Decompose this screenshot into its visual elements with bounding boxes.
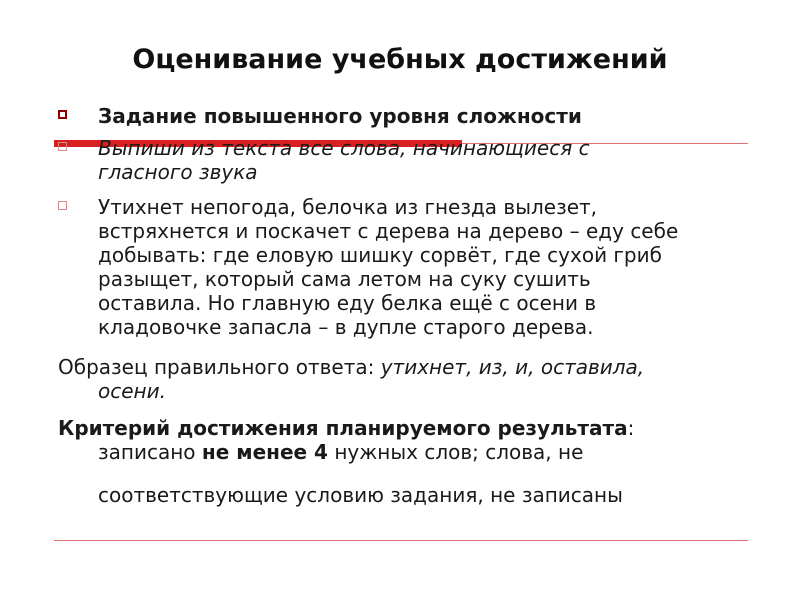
instruction-line-2: гласного звука (98, 160, 258, 184)
passage-line: встряхнется и поскачет с дерева на дерево – еду себе (98, 219, 679, 243)
criterion (58, 416, 748, 464)
bullet-text (98, 136, 748, 184)
passage-line: добывать: где еловую шишку сорвёт, где сухой гриб (98, 243, 662, 267)
sample-label: Образец правильного ответа: (58, 355, 381, 379)
bottom-rule (54, 540, 748, 541)
criterion-text-after: нужных слов; слова, не (327, 440, 584, 464)
criterion-line-2: соответствующие условию задания, не записаны (98, 483, 623, 507)
passage-line: разыщет, который сама летом на суку сушить (98, 267, 591, 291)
slide-title: Оценивание учебных достижений (132, 44, 668, 75)
sample-answer-line-2: осени. (98, 379, 166, 403)
square-bullet-icon (58, 142, 67, 151)
criterion-text-before: записано (98, 440, 202, 464)
sample-answer-line-1: утихнет, из, и, оставила, (380, 355, 645, 379)
criterion-line-1 (58, 440, 748, 464)
criterion-label: Критерий достижения планируемого результата (58, 416, 628, 440)
criterion-text-bold: не менее 4 (201, 440, 328, 464)
passage-line: Утихнет непогода, белочка из гнезда вылезет, (98, 195, 598, 219)
criterion-colon: : (627, 416, 635, 440)
passage-line: кладовочке запасла – в дупле старого дерева. (98, 315, 594, 339)
square-bullet-icon (58, 110, 67, 119)
passage-text (98, 195, 748, 339)
bullet-text: Задание повышенного уровня сложности (98, 104, 582, 128)
passage-line: оставила. Но главную еду белка ещё с осени в (98, 291, 597, 315)
instruction-line-1: Выпиши из текста все слова, начинающиеся с (98, 136, 590, 160)
square-bullet-icon (58, 201, 67, 210)
sample-answer (58, 355, 748, 403)
